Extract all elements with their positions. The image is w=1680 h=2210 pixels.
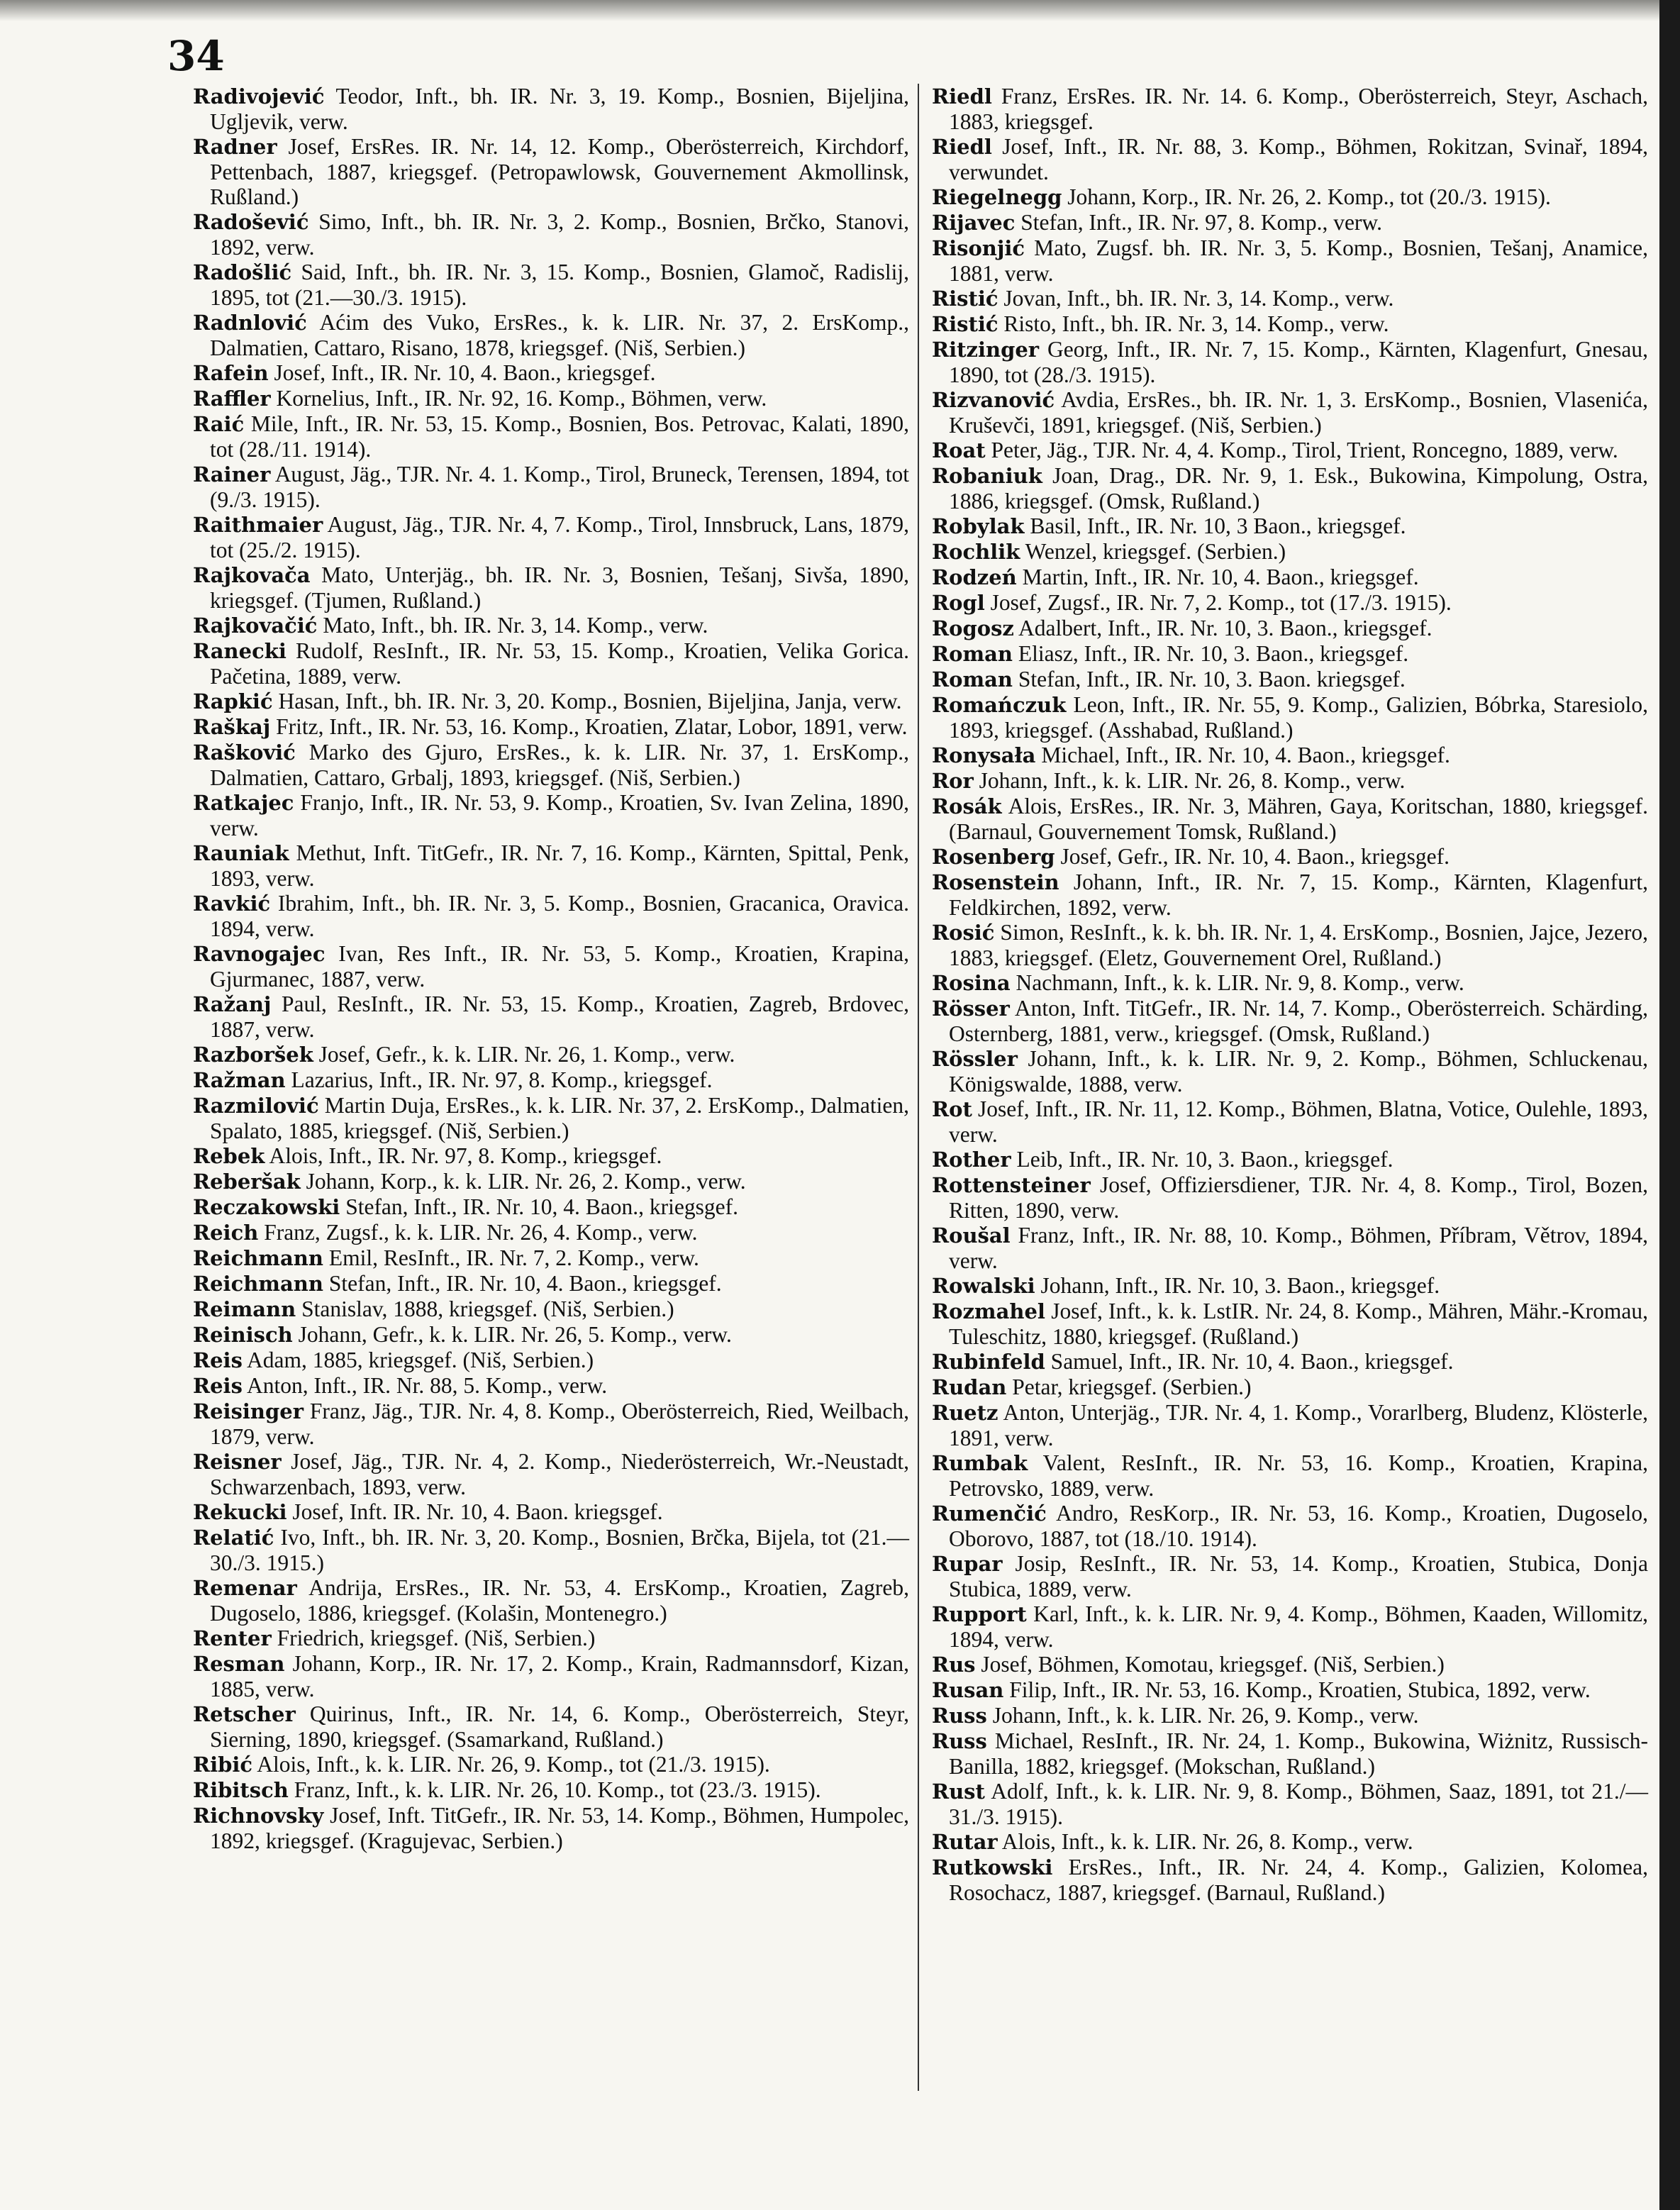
entry-details: Hasan, Inft., bh. IR. Nr. 3, 20. Komp., Bosnien, Bijeljina, Janja, verw. bbox=[278, 689, 902, 713]
entry-details: Josef, Gefr., k. k. LIR. Nr. 26, 1. Komp., verw. bbox=[318, 1042, 735, 1067]
entry-surname: Retscher bbox=[193, 1702, 296, 1726]
entry-surname: Rössler bbox=[932, 1047, 1018, 1071]
list-entry bbox=[193, 1575, 909, 1626]
entry-surname: Ratkajec bbox=[193, 791, 294, 815]
list-entry bbox=[193, 411, 909, 462]
entry-details: Franz, Inft., k. k. LIR. Nr. 26, 10. Komp., tot (23./3. 1915). bbox=[294, 1777, 821, 1802]
entry-details: August, Jäg., TJR. Nr. 4, 7. Komp., Tirol, Innsbruck, Lans, 1879, tot (25./2. 1915). bbox=[210, 512, 910, 562]
list-entry bbox=[193, 310, 909, 360]
list-entry bbox=[932, 667, 1648, 692]
entry-surname: Reisner bbox=[193, 1450, 282, 1474]
list-entry bbox=[193, 1803, 909, 1853]
list-entry bbox=[932, 210, 1648, 235]
list-entry bbox=[193, 1525, 909, 1575]
entry-surname: Remenar bbox=[193, 1576, 297, 1600]
entry-surname: Riedl bbox=[932, 84, 992, 109]
entry-surname: Radnlović bbox=[193, 311, 307, 335]
entry-details: Martin, Inft., IR. Nr. 10, 4. Baon., kriegsgef. bbox=[1022, 565, 1419, 589]
entry-details: Franz, ErsRes. IR. Nr. 14. 6. Komp., Oberösterreich, Steyr, Aschach, 1883, kriegsgef. bbox=[949, 84, 1649, 134]
entry-details: Josef, Gefr., IR. Nr. 10, 4. Baon., kriegsgef. bbox=[1060, 844, 1450, 869]
list-entry bbox=[193, 1373, 909, 1399]
entry-details: Samuel, Inft., IR. Nr. 10, 4. Baon., kriegsgef. bbox=[1050, 1349, 1454, 1374]
entry-details: Franjo, Inft., IR. Nr. 53, 9. Komp., Kroatien, Sv. Ivan Zelina, 1890, verw. bbox=[210, 790, 910, 840]
entry-surname: Riedl bbox=[932, 135, 992, 159]
list-entry bbox=[932, 1273, 1648, 1299]
entry-surname: Roat bbox=[932, 438, 986, 462]
list-entry bbox=[932, 1375, 1648, 1400]
list-entry bbox=[193, 1322, 909, 1348]
entry-surname: Rodzeń bbox=[932, 565, 1017, 589]
list-entry bbox=[932, 438, 1648, 463]
entry-surname: Reczakowski bbox=[193, 1195, 340, 1219]
entry-surname: Ribitsch bbox=[193, 1778, 289, 1802]
list-entry bbox=[932, 1501, 1648, 1551]
entry-surname: Rozmahel bbox=[932, 1299, 1045, 1323]
entry-details: Stefan, Inft., IR. Nr. 10, 3. Baon. kriegsgef. bbox=[1018, 667, 1406, 692]
left-column bbox=[193, 84, 909, 1853]
list-entry bbox=[932, 1046, 1648, 1096]
list-entry bbox=[193, 386, 909, 411]
list-entry bbox=[193, 1194, 909, 1220]
entry-surname: Romańczuk bbox=[932, 693, 1067, 717]
entry-surname: Rust bbox=[932, 1779, 985, 1804]
entry-details: Filip, Inft., IR. Nr. 53, 16. Komp., Kroatien, Stubica, 1892, verw. bbox=[1009, 1677, 1591, 1702]
entry-details: Rudolf, ResInft., IR. Nr. 53, 15. Komp., Kroatien, Velika Gorica. Pačetina, 1889, verw. bbox=[210, 638, 910, 689]
entry-details: Adam, 1885, kriegsgef. (Niš, Serbien.) bbox=[247, 1348, 594, 1372]
entry-details: Martin Duja, ErsRes., k. k. LIR. Nr. 37, 2. ErsKomp., Dalmatien, Spalato, 1885, kriegsgef. (Niš, Serbien.) bbox=[210, 1093, 910, 1143]
entry-details: Stefan, Inft., IR. Nr. 10, 4. Baon., kriegsgef. bbox=[345, 1194, 738, 1219]
list-entry bbox=[932, 1703, 1648, 1728]
entry-details: Said, Inft., bh. IR. Nr. 3, 15. Komp., Bosnien, Glamoč, Radislij, 1895, tot (21.—30./3. 1915). bbox=[210, 260, 909, 310]
list-entry bbox=[932, 844, 1648, 870]
entry-details: Basil, Inft., IR. Nr. 10, 3 Baon., kriegsgef. bbox=[1030, 513, 1406, 538]
entry-surname: Rumbak bbox=[932, 1451, 1028, 1475]
list-entry bbox=[932, 692, 1648, 743]
entry-surname: Rösser bbox=[932, 996, 1010, 1021]
entry-surname: Rekucki bbox=[193, 1500, 287, 1524]
entry-details: Lazarius, Inft., IR. Nr. 97, 8. Komp., kriegsgef. bbox=[291, 1067, 713, 1092]
list-entry bbox=[932, 1652, 1648, 1677]
entry-surname: Raić bbox=[193, 412, 245, 436]
entry-details: Mile, Inft., IR. Nr. 53, 15. Komp., Bosnien, Bos. Petrovac, Kalati, 1890, tot (28./11. 1914). bbox=[210, 411, 910, 462]
entry-surname: Rumenčić bbox=[932, 1501, 1047, 1526]
list-entry bbox=[193, 638, 909, 689]
entry-details: Josef, Inft. IR. Nr. 10, 4. Baon. kriegsgef. bbox=[292, 1499, 663, 1524]
entry-details: Georg, Inft., IR. Nr. 7, 15. Komp., Kärnten, Klagenfurt, Gnesau, 1890, tot (28./3. 1915). bbox=[949, 337, 1649, 387]
entry-details: Josef, Jäg., TJR. Nr. 4, 2. Komp., Niederösterreich, Wr.-Neustadt, Schwarzenbach, 1893, verw. bbox=[210, 1449, 909, 1499]
entry-surname: Robaniuk bbox=[932, 464, 1042, 488]
list-entry bbox=[193, 1093, 909, 1143]
entry-details: Johann, Korp., IR. Nr. 26, 2. Komp., tot (20./3. 1915). bbox=[1067, 184, 1551, 209]
entry-surname: Radošević bbox=[193, 210, 309, 234]
entry-details: Franz, Jäg., TJR. Nr. 4, 8. Komp., Oberösterreich, Ried, Weilbach, 1879, verw. bbox=[210, 1399, 910, 1449]
list-entry bbox=[932, 1677, 1648, 1703]
list-entry bbox=[193, 1245, 909, 1271]
entry-surname: Rus bbox=[932, 1653, 976, 1677]
entry-surname: Reichmann bbox=[193, 1246, 323, 1270]
entry-surname: Rottensteiner bbox=[932, 1173, 1091, 1197]
list-entry bbox=[932, 768, 1648, 794]
entry-details: Karl, Inft., k. k. LIR. Nr. 9, 4. Komp., Böhmen, Kaaden, Willomitz, 1894, verw. bbox=[949, 1601, 1648, 1652]
list-entry bbox=[932, 235, 1648, 286]
list-entry bbox=[193, 1752, 909, 1777]
list-entry bbox=[193, 84, 909, 134]
entry-details: Paul, ResInft., IR. Nr. 53, 15. Komp., Kroatien, Zagreb, Brdovec, 1887, verw. bbox=[210, 992, 910, 1042]
entry-details: Peter, Jäg., TJR. Nr. 4, 4. Komp., Tirol, Trient, Roncegno, 1889, verw. bbox=[991, 438, 1618, 462]
entry-surname: Rutar bbox=[932, 1830, 998, 1854]
entry-surname: Ražman bbox=[193, 1068, 286, 1092]
entry-details: Avdia, ErsRes., bh. IR. Nr. 1, 3. ErsKomp., Bosnien, Vlasenića, Kruševči, 1891, kriegsgef. (Niš, Serbien.) bbox=[949, 387, 1648, 438]
entry-details: Anton, Inft. TitGefr., IR. Nr. 14, 7. Komp., Oberösterreich. Schärding, Osternberg, 1881, verw., kriegsgef. (Omsk, Rußland.) bbox=[949, 996, 1648, 1046]
list-entry bbox=[193, 613, 909, 638]
list-entry bbox=[932, 387, 1648, 438]
entry-surname: Rot bbox=[932, 1097, 972, 1121]
entry-details: Adolf, Inft., k. k. LIR. Nr. 9, 8. Komp., Böhmen, Saaz, 1891, tot 21./—31./3. 1915). bbox=[949, 1779, 1648, 1829]
list-entry bbox=[932, 743, 1648, 768]
list-entry bbox=[932, 1299, 1648, 1349]
list-entry bbox=[932, 1400, 1648, 1450]
entry-surname: Radivojević bbox=[193, 84, 325, 109]
entry-details: Marko des Gjuro, ErsRes., k. k. LIR. Nr. 37, 1. ErsKomp., Dalmatien, Cattaro, Grbalj, 1893, kriegsgef. (Niš, Serbien.) bbox=[210, 740, 909, 790]
entry-surname: Reberšak bbox=[193, 1170, 301, 1194]
entry-details: Johann, Inft., k. k. LIR. Nr. 26, 9. Komp., verw. bbox=[992, 1703, 1419, 1728]
list-entry bbox=[932, 996, 1648, 1046]
list-entry bbox=[193, 1042, 909, 1067]
list-entry bbox=[193, 1169, 909, 1194]
entry-details: Johann, Inft., IR. Nr. 7, 15. Komp., Kärnten, Klagenfurt, Feldkirchen, 1892, verw. bbox=[949, 870, 1649, 920]
entry-details: Simo, Inft., bh. IR. Nr. 3, 2. Komp., Bosnien, Brčko, Stanovi, 1892, verw. bbox=[210, 209, 909, 260]
entry-details: Ivan, Res Inft., IR. Nr. 53, 5. Komp., Kroatien, Krapina, Gjurmanec, 1887, verw. bbox=[210, 941, 909, 992]
list-entry bbox=[932, 463, 1648, 513]
entry-details: Stanislav, 1888, kriegsgef. (Niš, Serbien.) bbox=[301, 1296, 674, 1321]
list-entry bbox=[932, 1829, 1648, 1855]
entry-details: Methut, Inft. TitGefr., IR. Nr. 7, 16. Komp., Kärnten, Spittal, Penk, 1893, verw. bbox=[210, 840, 909, 891]
list-entry bbox=[932, 1728, 1648, 1779]
entry-surname: Russ bbox=[932, 1729, 987, 1753]
entry-surname: Rusan bbox=[932, 1678, 1004, 1702]
scan-shadow-top bbox=[0, 0, 1680, 21]
list-entry bbox=[193, 260, 909, 310]
scan-edge-right bbox=[1659, 0, 1680, 2210]
list-entry bbox=[193, 1399, 909, 1449]
entry-details: Josef, Inft., IR. Nr. 11, 12. Komp., Böhmen, Blatna, Votice, Oulehle, 1893, verw. bbox=[949, 1096, 1649, 1147]
list-entry bbox=[932, 920, 1648, 970]
entry-surname: Ražanj bbox=[193, 992, 272, 1016]
list-entry bbox=[193, 134, 909, 209]
entry-surname: Rainer bbox=[193, 462, 271, 487]
entry-details: Kornelius, Inft., IR. Nr. 92, 16. Komp., Böhmen, verw. bbox=[276, 386, 767, 411]
entry-surname: Rajkovačić bbox=[193, 613, 318, 638]
entry-details: Eliasz, Inft., IR. Nr. 10, 3. Baon., kriegsgef. bbox=[1018, 641, 1409, 666]
list-entry bbox=[932, 1450, 1648, 1501]
entry-details: Leib, Inft., IR. Nr. 10, 3. Baon., kriegsgef. bbox=[1016, 1147, 1393, 1172]
entry-details: Risto, Inft., bh. IR. Nr. 3, 14. Komp., verw. bbox=[1003, 311, 1389, 336]
list-entry bbox=[193, 209, 909, 260]
entry-details: ErsRes., Inft., IR. Nr. 24, 4. Komp., Galizien, Kolomea, Rosochacz, 1887, kriegsgef. (Barnaul, Rußland.) bbox=[949, 1855, 1649, 1905]
entry-surname: Rajkovača bbox=[193, 563, 311, 587]
entry-details: Josef, Inft., IR. Nr. 10, 4. Baon., kriegsgef. bbox=[274, 360, 656, 385]
entry-details: Teodor, Inft., bh. IR. Nr. 3, 19. Komp., Bosnien, Bijeljina, Ugljevik, verw. bbox=[210, 84, 909, 134]
entry-surname: Richnovsky bbox=[193, 1804, 324, 1828]
list-entry bbox=[932, 870, 1648, 920]
entry-details: Andrija, ErsRes., IR. Nr. 53, 4. ErsKomp., Kroatien, Zagreb, Dugoselo, 1886, kriegsgef. (Kolašin, Montenegro.) bbox=[210, 1575, 909, 1626]
list-entry bbox=[932, 1779, 1648, 1829]
entry-surname: Ritzinger bbox=[932, 338, 1040, 362]
entry-surname: Reich bbox=[193, 1221, 259, 1245]
entry-details: Alois, Inft., k. k. LIR. Nr. 26, 8. Komp., verw. bbox=[1001, 1829, 1413, 1854]
entry-details: Petar, kriegsgef. (Serbien.) bbox=[1012, 1375, 1252, 1399]
list-entry bbox=[193, 1449, 909, 1499]
entry-surname: Raithmaier bbox=[193, 513, 323, 537]
entry-details: Ibrahim, Inft., bh. IR. Nr. 3, 5. Komp., Bosnien, Gracanica, Oravica. 1894, verw. bbox=[210, 891, 909, 941]
entry-details: Ivo, Inft., bh. IR. Nr. 3, 20. Komp., Bosnien, Brčka, Bijela, tot (21.—30./3. 1915.) bbox=[210, 1525, 910, 1575]
entry-surname: Rauniak bbox=[193, 841, 289, 865]
entry-surname: Rosić bbox=[932, 921, 995, 945]
list-entry bbox=[193, 689, 909, 714]
list-entry bbox=[932, 970, 1648, 996]
list-entry bbox=[932, 590, 1648, 616]
entry-details: Nachmann, Inft., k. k. LIR. Nr. 9, 8. Komp., verw. bbox=[1016, 970, 1464, 995]
entry-surname: Razmilović bbox=[193, 1094, 319, 1118]
list-entry bbox=[932, 134, 1648, 184]
list-entry bbox=[932, 641, 1648, 667]
entry-surname: Reinisch bbox=[193, 1323, 293, 1347]
entry-details: Mato, Inft., bh. IR. Nr. 3, 14. Komp., verw. bbox=[323, 613, 708, 638]
entry-details: Fritz, Inft., IR. Nr. 53, 16. Komp., Kroatien, Zlatar, Lobor, 1891, verw. bbox=[276, 714, 908, 739]
list-entry bbox=[932, 539, 1648, 565]
entry-details: Mato, Zugsf. bh. IR. Nr. 3, 5. Komp., Bosnien, Tešanj, Anamice, 1881, verw. bbox=[949, 235, 1648, 286]
entry-surname: Roman bbox=[932, 667, 1013, 692]
list-entry bbox=[193, 512, 909, 562]
list-entry bbox=[193, 740, 909, 790]
list-entry bbox=[193, 360, 909, 386]
entry-details: Stefan, Inft., IR. Nr. 10, 4. Baon., kriegsgef. bbox=[328, 1271, 722, 1296]
entry-surname: Russ bbox=[932, 1704, 987, 1728]
column-divider bbox=[918, 84, 919, 2091]
list-entry bbox=[193, 1067, 909, 1093]
entry-surname: Rother bbox=[932, 1148, 1011, 1172]
entry-surname: Rijavec bbox=[932, 211, 1016, 235]
list-entry bbox=[932, 1223, 1648, 1273]
entry-details: Leon, Inft., IR. Nr. 55, 9. Komp., Galizien, Bóbrka, Staresiolo, 1893, kriegsgef. (Asshabad, Rußland.) bbox=[949, 692, 1648, 743]
entry-details: Josef, Böhmen, Komotau, kriegsgef. (Niš, Serbien.) bbox=[981, 1652, 1445, 1677]
entry-surname: Ravnogajec bbox=[193, 942, 326, 966]
list-entry bbox=[193, 562, 909, 613]
entry-details: Johann, Inft., k. k. LIR. Nr. 26, 8. Komp., verw. bbox=[979, 768, 1406, 793]
entry-surname: Rapkić bbox=[193, 689, 273, 713]
list-entry bbox=[193, 1143, 909, 1169]
list-entry bbox=[193, 1220, 909, 1245]
entry-surname: Reis bbox=[193, 1348, 243, 1372]
entry-surname: Rebek bbox=[193, 1144, 265, 1168]
list-entry bbox=[193, 992, 909, 1042]
list-entry bbox=[193, 1626, 909, 1651]
entry-details: Stefan, Inft., IR. Nr. 97, 8. Komp., verw. bbox=[1020, 210, 1382, 235]
list-entry bbox=[932, 1147, 1648, 1172]
entry-details: Michael, ResInft., IR. Nr. 24, 1. Komp., Bukowina, Wiżnitz, Russisch-Banilla, 1882, kriegsgef. (Mokschan, Rußland.) bbox=[949, 1728, 1648, 1779]
list-entry bbox=[932, 1096, 1648, 1147]
entry-surname: Roman bbox=[932, 642, 1013, 666]
entry-details: Alois, ErsRes., IR. Nr. 3, Mähren, Gaya, Koritschan, 1880, kriegsgef. (Barnaul, Gouvernement Tomsk, Rußland.) bbox=[949, 794, 1648, 844]
entry-details: Valent, ResInft., IR. Nr. 53, 16. Komp., Kroatien, Krapina, Petrovsko, 1889, verw. bbox=[949, 1450, 1648, 1501]
entry-surname: Ravkić bbox=[193, 892, 271, 916]
entry-details: Josef, Offiziersdiener, TJR. Nr. 4, 8. Komp., Tirol, Bozen, Ritten, 1890, verw. bbox=[949, 1172, 1649, 1223]
entry-surname: Robylak bbox=[932, 514, 1025, 538]
entry-surname: Rudan bbox=[932, 1375, 1007, 1399]
entry-details: Joan, Drag., DR. Nr. 9, 1. Esk., Bukowina, Kimpolung, Ostra, 1886, kriegsgef. (Omsk, Rußland.) bbox=[949, 463, 1648, 513]
entry-details: Josef, Inft. TitGefr., IR. Nr. 53, 14. Komp., Böhmen, Humpolec, 1892, kriegsgef. (Kragujevac, Serbien.) bbox=[210, 1803, 910, 1853]
entry-details: Josip, ResInft., IR. Nr. 53, 14. Komp., Kroatien, Stubica, Donja Stubica, 1889, verw. bbox=[949, 1551, 1649, 1601]
entry-surname: Rosák bbox=[932, 794, 1002, 818]
entry-surname: Raffler bbox=[193, 387, 271, 411]
entry-surname: Ranecki bbox=[193, 639, 287, 663]
entry-details: Friedrich, kriegsgef. (Niš, Serbien.) bbox=[277, 1626, 596, 1650]
entry-surname: Razboršek bbox=[193, 1043, 313, 1067]
list-entry bbox=[932, 513, 1648, 539]
entry-surname: Rizvanović bbox=[932, 388, 1055, 412]
list-entry bbox=[193, 1296, 909, 1322]
entry-details: Quirinus, Inft., IR. Nr. 14, 6. Komp., Oberösterreich, Steyr, Sierning, 1890, kriegsgef. (Ssamarkand, Rußland.) bbox=[210, 1701, 909, 1752]
entry-surname: Rupport bbox=[932, 1602, 1027, 1626]
entry-details: August, Jäg., TJR. Nr. 4. 1. Komp., Tirol, Bruneck, Terensen, 1894, tot (9./3. 1915). bbox=[210, 462, 909, 512]
entry-surname: Reimann bbox=[193, 1297, 296, 1321]
entry-surname: Ronysała bbox=[932, 743, 1036, 767]
entry-details: Josef, Inft., IR. Nr. 88, 3. Komp., Böhmen, Rokitzan, Svinař, 1894, verwundet. bbox=[949, 134, 1649, 184]
list-entry bbox=[932, 337, 1648, 387]
list-entry bbox=[932, 1349, 1648, 1375]
entry-surname: Ribić bbox=[193, 1753, 253, 1777]
entry-details: Andro, ResKorp., IR. Nr. 53, 16. Komp., Kroatien, Dugoselo, Oborovo, 1887, tot (18./10. 1914). bbox=[949, 1501, 1649, 1551]
entry-surname: Radner bbox=[193, 135, 277, 159]
entry-details: Franz, Inft., IR. Nr. 88, 10. Komp., Böhmen, Příbram, Větrov, 1894, verw. bbox=[949, 1223, 1648, 1273]
entry-surname: Rosenstein bbox=[932, 870, 1059, 894]
entry-details: Aćim des Vuko, ErsRes., k. k. LIR. Nr. 37, 2. ErsKomp., Dalmatien, Cattaro, Risano, 1878, kriegsgef. (Niš, Serbien.) bbox=[210, 310, 909, 360]
list-entry bbox=[193, 1271, 909, 1296]
list-entry bbox=[193, 1651, 909, 1701]
entry-details: Alois, Inft., k. k. LIR. Nr. 26, 9. Komp., tot (21./3. 1915). bbox=[257, 1752, 770, 1777]
list-entry bbox=[193, 1348, 909, 1373]
entry-surname: Rogosz bbox=[932, 616, 1014, 640]
entry-surname: Rogl bbox=[932, 591, 985, 615]
entry-surname: Ristić bbox=[932, 287, 998, 311]
list-entry bbox=[193, 714, 909, 740]
entry-surname: Ror bbox=[932, 769, 974, 793]
entry-surname: Rowalski bbox=[932, 1274, 1035, 1298]
list-entry bbox=[193, 891, 909, 941]
list-entry bbox=[193, 1701, 909, 1752]
entry-surname: Raškaj bbox=[193, 715, 271, 739]
entry-surname: Radošlić bbox=[193, 260, 292, 284]
list-entry bbox=[932, 794, 1648, 844]
entry-surname: Reis bbox=[193, 1374, 243, 1398]
right-column bbox=[932, 84, 1648, 1905]
list-entry bbox=[932, 311, 1648, 337]
entry-details: Adalbert, Inft., IR. Nr. 10, 3. Baon., kriegsgef. bbox=[1018, 616, 1433, 640]
entry-surname: Rosina bbox=[932, 971, 1011, 995]
entry-surname: Rosenberg bbox=[932, 845, 1055, 869]
entry-details: Johann, Korp., k. k. LIR. Nr. 26, 2. Komp., verw. bbox=[306, 1169, 746, 1194]
list-entry bbox=[932, 1172, 1648, 1223]
entry-surname: Rubinfeld bbox=[932, 1350, 1045, 1374]
entry-surname: Relatić bbox=[193, 1526, 274, 1550]
list-entry bbox=[193, 840, 909, 891]
entry-details: Jovan, Inft., bh. IR. Nr. 3, 14. Komp., verw. bbox=[1003, 286, 1394, 311]
entry-surname: Rochlik bbox=[932, 540, 1020, 564]
entry-surname: Renter bbox=[193, 1626, 272, 1650]
list-entry bbox=[932, 616, 1648, 641]
entry-surname: Roušal bbox=[932, 1223, 1011, 1248]
entry-details: Johann, Gefr., k. k. LIR. Nr. 26, 5. Komp., verw. bbox=[298, 1322, 732, 1347]
entry-surname: Reisinger bbox=[193, 1399, 304, 1423]
entry-details: Emil, ResInft., IR. Nr. 7, 2. Komp., verw. bbox=[328, 1245, 699, 1270]
entry-surname: Rašković bbox=[193, 740, 296, 765]
entry-surname: Ristić bbox=[932, 312, 998, 336]
entry-details: Josef, Inft., k. k. LstIR. Nr. 24, 8. Komp., Mähren, Mähr.-Kromau, Tuleschitz, 1880, kriegsgef. (Rußland.) bbox=[949, 1299, 1649, 1349]
list-entry bbox=[932, 184, 1648, 210]
entry-surname: Risonjić bbox=[932, 236, 1025, 260]
entry-details: Franz, Zugsf., k. k. LIR. Nr. 26, 4. Komp., verw. bbox=[264, 1220, 698, 1245]
entry-surname: Resman bbox=[193, 1652, 285, 1676]
entry-surname: Ruetz bbox=[932, 1401, 998, 1425]
entry-details: Simon, ResInft., k. k. bh. IR. Nr. 1, 4. ErsKomp., Bosnien, Jajce, Jezero, 1883, kriegsgef. (Eletz, Gouvernement Orel, Rußland.) bbox=[949, 920, 1649, 970]
list-entry bbox=[193, 1777, 909, 1803]
entry-details: Mato, Unterjäg., bh. IR. Nr. 3, Bosnien, Tešanj, Sivša, 1890, kriegsgef. (Tjumen, Rußland.) bbox=[210, 562, 909, 613]
list-entry bbox=[193, 941, 909, 992]
entry-surname: Riegelnegg bbox=[932, 185, 1062, 209]
list-entry bbox=[932, 286, 1648, 311]
list-entry bbox=[932, 1855, 1648, 1905]
page-number: 34 bbox=[167, 32, 225, 80]
entry-details: Michael, Inft., IR. Nr. 10, 4. Baon., kriegsgef. bbox=[1041, 743, 1450, 767]
entry-details: Josef, Zugsf., IR. Nr. 7, 2. Komp., tot (17./3. 1915). bbox=[990, 590, 1452, 615]
list-entry bbox=[193, 1499, 909, 1525]
entry-details: Johann, Inft., IR. Nr. 10, 3. Baon., kriegsgef. bbox=[1040, 1273, 1440, 1298]
list-entry bbox=[193, 462, 909, 512]
entry-details: Johann, Inft., k. k. LIR. Nr. 9, 2. Komp., Böhmen, Schluckenau, Königswalde, 1888, verw. bbox=[949, 1046, 1649, 1096]
list-entry bbox=[932, 565, 1648, 590]
entry-details: Johann, Korp., IR. Nr. 17, 2. Komp., Krain, Radmannsdorf, Kizan, 1885, verw. bbox=[210, 1651, 910, 1701]
list-entry bbox=[932, 1551, 1648, 1601]
entry-details: Wenzel, kriegsgef. (Serbien.) bbox=[1025, 539, 1286, 564]
entry-surname: Rupar bbox=[932, 1552, 1003, 1576]
list-entry bbox=[932, 84, 1648, 134]
entry-details: Josef, ErsRes. IR. Nr. 14, 12. Komp., Oberösterreich, Kirchdorf, Pettenbach, 1887, kriegsgef. (Petropawlowsk, Gouvernement Akmollinsk, Rußland.) bbox=[210, 134, 909, 209]
list-entry bbox=[932, 1601, 1648, 1652]
entry-surname: Reichmann bbox=[193, 1272, 323, 1296]
entry-surname: Rafein bbox=[193, 361, 269, 385]
entry-details: Anton, Inft., IR. Nr. 88, 5. Komp., verw. bbox=[247, 1373, 608, 1398]
entry-details: Anton, Unterjäg., TJR. Nr. 4, 1. Komp., Vorarlberg, Bludenz, Klösterle, 1891, verw. bbox=[949, 1400, 1648, 1450]
entry-details: Alois, Inft., IR. Nr. 97, 8. Komp., kriegsgef. bbox=[269, 1143, 662, 1168]
list-entry bbox=[193, 790, 909, 840]
entry-surname: Rutkowski bbox=[932, 1855, 1053, 1879]
